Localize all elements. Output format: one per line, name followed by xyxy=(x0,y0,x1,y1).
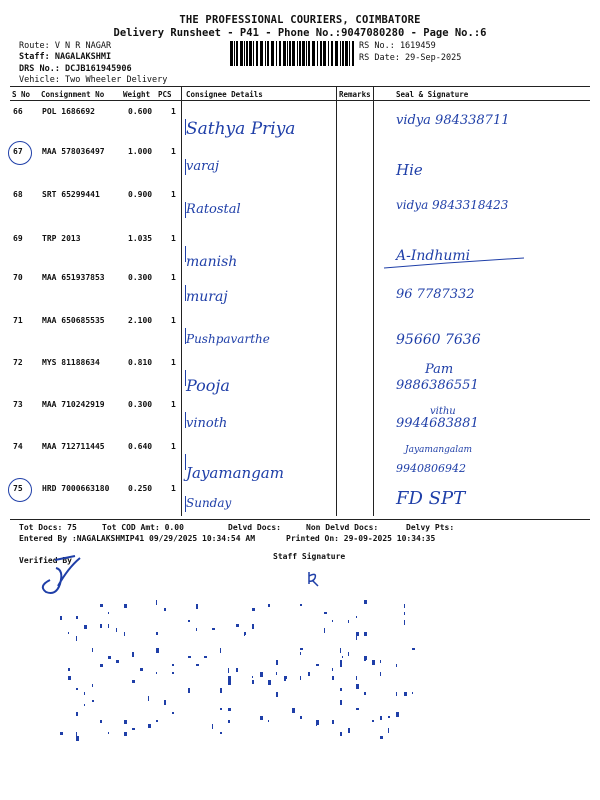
row-consignee-handwritten: Sathya Priya xyxy=(186,119,296,139)
row-consignment-no: MAA 710242919 xyxy=(42,400,105,409)
noise-dot xyxy=(332,676,334,680)
noise-dot xyxy=(404,612,405,615)
noise-dot xyxy=(92,648,93,652)
noise-dot xyxy=(228,708,231,711)
row-seal-handwritten: vidya 9843318423 xyxy=(396,198,509,212)
total-docs: Tot Docs: 75 xyxy=(19,523,77,532)
noise-dot xyxy=(132,728,135,730)
row-sno: 70 xyxy=(13,273,23,282)
delivered-docs: Delvd Docs: xyxy=(228,523,281,532)
noise-dot xyxy=(348,728,350,733)
noise-dot xyxy=(356,708,359,710)
noise-dot xyxy=(220,648,221,653)
noise-dot xyxy=(252,624,254,629)
noise-dot xyxy=(100,664,103,667)
noise-dot xyxy=(76,688,78,690)
noise-dot xyxy=(276,692,278,697)
printed-on: Printed On: 29-09-2025 10:34:35 xyxy=(286,534,436,543)
row-weight: 0.810 xyxy=(128,358,153,367)
noise-dot xyxy=(252,676,253,678)
row-consignment-no: SRT 65299441 xyxy=(42,190,100,199)
row-seal-handwritten: Hie xyxy=(396,161,423,179)
total-cod: Tot COD Amt: 0.00 xyxy=(102,523,184,532)
row-weight: 0.300 xyxy=(128,273,153,282)
row-pcs: 1 xyxy=(171,484,176,493)
row-sno: 67 xyxy=(13,147,23,156)
noise-dot xyxy=(332,620,333,622)
noise-dot xyxy=(68,668,70,671)
noise-dot xyxy=(148,724,151,728)
noise-dot xyxy=(300,652,301,655)
noise-dot xyxy=(300,604,302,606)
staff-signature-label: Staff Signature xyxy=(273,552,346,561)
noise-dot xyxy=(396,692,397,696)
row-sno: 74 xyxy=(13,442,23,451)
noise-dot xyxy=(188,620,190,622)
noise-dot xyxy=(340,664,342,667)
row-pcs: 1 xyxy=(171,190,176,199)
noise-dot xyxy=(364,600,367,604)
noise-dot xyxy=(356,636,357,640)
noise-dot xyxy=(92,684,93,687)
noise-dot xyxy=(188,656,191,658)
noise-dot xyxy=(380,672,381,676)
noise-dot xyxy=(84,625,87,629)
noise-dot xyxy=(156,672,157,674)
row-consignment-no: HRD 7000663180 xyxy=(42,484,110,493)
noise-dot xyxy=(388,716,390,718)
noise-dot xyxy=(316,720,319,725)
noise-dot xyxy=(76,636,77,641)
col-header-pcs: PCS xyxy=(158,90,172,99)
row-seal-handwritten: 96 7787332 xyxy=(396,287,475,302)
noise-dot xyxy=(356,684,359,689)
row-consignment-no: TRP 2013 xyxy=(42,234,81,243)
noise-dot xyxy=(196,628,197,631)
drs-label: DRS No.: DCJB161945906 xyxy=(19,64,132,74)
row-consignment-no: MAA 578036497 xyxy=(42,147,105,156)
noise-dot xyxy=(164,700,166,705)
noise-dot xyxy=(348,620,349,623)
row-sno: 72 xyxy=(13,358,23,367)
row-pcs: 1 xyxy=(171,234,176,243)
noise-dot xyxy=(236,668,238,672)
noise-dot xyxy=(332,668,333,671)
noise-dot xyxy=(372,720,374,722)
noise-dot xyxy=(388,728,389,733)
noise-dot xyxy=(100,604,103,607)
row-consignment-no: MAA 651937853 xyxy=(42,273,105,282)
row-consignee-handwritten: manish xyxy=(186,254,238,270)
handwritten-note: Pam xyxy=(425,362,454,377)
noise-dot xyxy=(164,608,166,611)
noise-dot xyxy=(380,716,382,720)
noise-dot xyxy=(340,688,342,691)
row-sno: 71 xyxy=(13,316,23,325)
handwritten-note: Jayamangalam xyxy=(405,445,473,455)
noise-dot xyxy=(220,688,222,693)
row-sno: 66 xyxy=(13,107,23,116)
noise-dot xyxy=(364,632,367,636)
noise-dot xyxy=(300,648,303,650)
noise-dot xyxy=(364,692,366,695)
noise-dot xyxy=(284,676,286,681)
noise-dot xyxy=(116,628,117,632)
noise-dot xyxy=(276,672,277,675)
non-delivered-docs: Non Delvd Docs: xyxy=(306,523,379,532)
row-seal-handwritten: 9886386551 xyxy=(396,378,479,393)
scan-noise xyxy=(60,600,415,741)
row-consignment-no: MAA 712711445 xyxy=(42,442,105,451)
noise-dot xyxy=(156,720,158,722)
noise-dot xyxy=(92,700,94,702)
seal-underline xyxy=(384,258,524,268)
noise-dot xyxy=(412,648,415,650)
noise-dot xyxy=(396,712,399,717)
row-pcs: 1 xyxy=(171,442,176,451)
row-sno: 68 xyxy=(13,190,23,199)
noise-dot xyxy=(196,664,199,666)
row-weight: 0.640 xyxy=(128,442,153,451)
noise-dot xyxy=(76,616,78,619)
noise-dot xyxy=(76,732,77,737)
noise-dot xyxy=(332,720,334,724)
row-consignment-no: MYS 81188634 xyxy=(42,358,100,367)
handwritten-note: vithu xyxy=(430,406,456,417)
noise-dot xyxy=(172,664,174,666)
noise-dot xyxy=(252,608,255,611)
noise-dot xyxy=(340,700,342,705)
noise-dot xyxy=(156,648,159,653)
row-seal-handwritten: 95660 7636 xyxy=(396,332,481,348)
runsheet-subtitle: Delivery Runsheet - P41 - Phone No.:9047080280 - Page No.:6 xyxy=(113,27,487,39)
noise-dot xyxy=(324,612,327,614)
noise-dot xyxy=(60,732,63,735)
noise-dot xyxy=(236,624,239,627)
noise-dot xyxy=(300,676,301,680)
noise-dot xyxy=(228,720,230,723)
noise-dot xyxy=(124,720,127,724)
noise-dot xyxy=(252,680,254,684)
noise-dot xyxy=(156,600,157,605)
noise-dot xyxy=(404,620,405,625)
noise-dot xyxy=(268,720,269,722)
route-label: Route: V N R NAGAR xyxy=(19,41,112,51)
noise-dot xyxy=(212,724,213,729)
row-seal-handwritten: 9944683881 xyxy=(396,416,479,431)
rs-no-label: RS No.: 1619459 xyxy=(359,41,436,51)
row-pcs: 1 xyxy=(171,358,176,367)
noise-dot xyxy=(356,616,357,618)
delivery-points: Delvy Pts: xyxy=(406,523,455,532)
noise-dot xyxy=(156,632,158,635)
noise-dot xyxy=(340,732,342,736)
noise-dot xyxy=(260,672,263,677)
col-header-seal: Seal & Signature xyxy=(396,90,469,99)
row-weight: 0.600 xyxy=(128,107,153,116)
row-seal-handwritten: A-Indhumi xyxy=(396,248,471,264)
noise-dot xyxy=(260,716,263,720)
noise-dot xyxy=(132,680,135,683)
noise-dot xyxy=(316,664,319,666)
noise-dot xyxy=(108,656,111,659)
col-header-sno: S No xyxy=(12,90,31,99)
noise-dot xyxy=(228,676,231,681)
noise-dot xyxy=(380,736,383,739)
row-consignee-handwritten: Ratostal xyxy=(186,202,241,217)
noise-dot xyxy=(228,668,229,673)
noise-dot xyxy=(300,716,302,719)
noise-dot xyxy=(124,604,127,608)
row-consignee-handwritten: varaj xyxy=(186,159,220,174)
noise-dot xyxy=(148,696,149,701)
noise-dot xyxy=(124,732,127,736)
noise-dot xyxy=(212,628,215,630)
row-sno: 73 xyxy=(13,400,23,409)
noise-dot xyxy=(342,656,343,658)
row-weight: 1.000 xyxy=(128,147,153,156)
noise-dot xyxy=(108,624,109,628)
entered-by: Entered By :NAGALAKSHMIP41 09/29/2025 10:34:54 AM xyxy=(19,534,256,543)
row-consignee-handwritten: Sunday xyxy=(186,496,232,510)
row-sno: 69 xyxy=(13,234,23,243)
verified-by-label: Verified By xyxy=(19,556,72,565)
noise-dot xyxy=(100,624,102,628)
row-consignee-handwritten: vinoth xyxy=(186,416,228,431)
row-sno: 75 xyxy=(13,484,23,493)
noise-dot xyxy=(76,712,78,716)
row-consignee-handwritten: Jayamangam xyxy=(186,464,284,482)
row-pcs: 1 xyxy=(171,107,176,116)
rs-date-label: RS Date: 29-Sep-2025 xyxy=(359,53,462,63)
noise-dot xyxy=(116,660,119,663)
noise-dot xyxy=(140,668,143,671)
row-consignee-handwritten: muraj xyxy=(186,289,228,305)
noise-dot xyxy=(380,660,381,663)
row-weight: 0.300 xyxy=(128,400,153,409)
noise-dot xyxy=(292,708,295,713)
noise-dot xyxy=(356,676,357,680)
noise-dot xyxy=(268,680,271,685)
row-pcs: 1 xyxy=(171,147,176,156)
noise-dot xyxy=(276,660,278,665)
row-consignment-no: MAA 650685535 xyxy=(42,316,105,325)
col-header-remarks: Remarks xyxy=(339,90,371,99)
row-pcs: 1 xyxy=(171,400,176,409)
noise-dot xyxy=(68,632,69,634)
col-header-consignment: Consignment No xyxy=(41,90,105,99)
row-weight: 1.035 xyxy=(128,234,153,243)
noise-dot xyxy=(412,692,413,694)
noise-dot xyxy=(196,604,198,609)
staff-signature-mark xyxy=(309,572,318,586)
noise-dot xyxy=(68,676,71,680)
noise-dot xyxy=(172,672,174,674)
noise-dot xyxy=(60,616,62,620)
noise-dot xyxy=(404,604,405,608)
noise-dot xyxy=(404,692,407,696)
noise-dot xyxy=(84,692,85,695)
col-header-weight: Weight xyxy=(123,90,151,99)
noise-dot xyxy=(396,664,397,667)
noise-dot xyxy=(268,604,270,607)
noise-dot xyxy=(100,720,102,723)
noise-dot xyxy=(220,708,222,710)
row-pcs: 1 xyxy=(171,273,176,282)
row-seal-handwritten: FD SPT xyxy=(396,488,466,509)
vehicle-label: Vehicle: Two Wheeler Delivery xyxy=(19,75,168,85)
row-weight: 0.250 xyxy=(128,484,153,493)
row-consignment-no: POL 1686692 xyxy=(42,107,95,116)
noise-dot xyxy=(124,632,125,636)
noise-dot xyxy=(372,660,375,665)
noise-dot xyxy=(108,612,109,614)
row-seal-handwritten: vidya 984338711 xyxy=(396,113,510,128)
noise-dot xyxy=(172,712,174,714)
noise-dot xyxy=(84,704,85,706)
noise-dot xyxy=(324,628,325,633)
noise-dot xyxy=(132,652,134,657)
company-title: THE PROFESSIONAL COURIERS, COIMBATORE xyxy=(179,14,421,26)
noise-dot xyxy=(188,688,190,693)
noise-dot xyxy=(244,632,245,636)
noise-dot xyxy=(204,656,207,658)
noise-dot xyxy=(364,656,366,661)
row-pcs: 1 xyxy=(171,316,176,325)
row-weight: 2.100 xyxy=(128,316,153,325)
noise-dot xyxy=(356,632,359,636)
noise-dot xyxy=(340,660,342,664)
staff-label: Staff: NAGALAKSHMI xyxy=(19,52,112,62)
row-weight: 0.900 xyxy=(128,190,153,199)
row-consignee-handwritten: Pushpavarthe xyxy=(186,332,270,346)
noise-dot xyxy=(340,648,341,653)
noise-dot xyxy=(108,732,109,734)
noise-dot xyxy=(308,672,310,676)
verified-signature xyxy=(43,556,80,593)
row-consignee-handwritten: Pooja xyxy=(186,376,230,395)
noise-dot xyxy=(348,652,349,656)
col-header-consignee: Consignee Details xyxy=(186,90,263,99)
noise-dot xyxy=(220,732,222,734)
row-seal-handwritten: 9940806942 xyxy=(396,462,466,475)
